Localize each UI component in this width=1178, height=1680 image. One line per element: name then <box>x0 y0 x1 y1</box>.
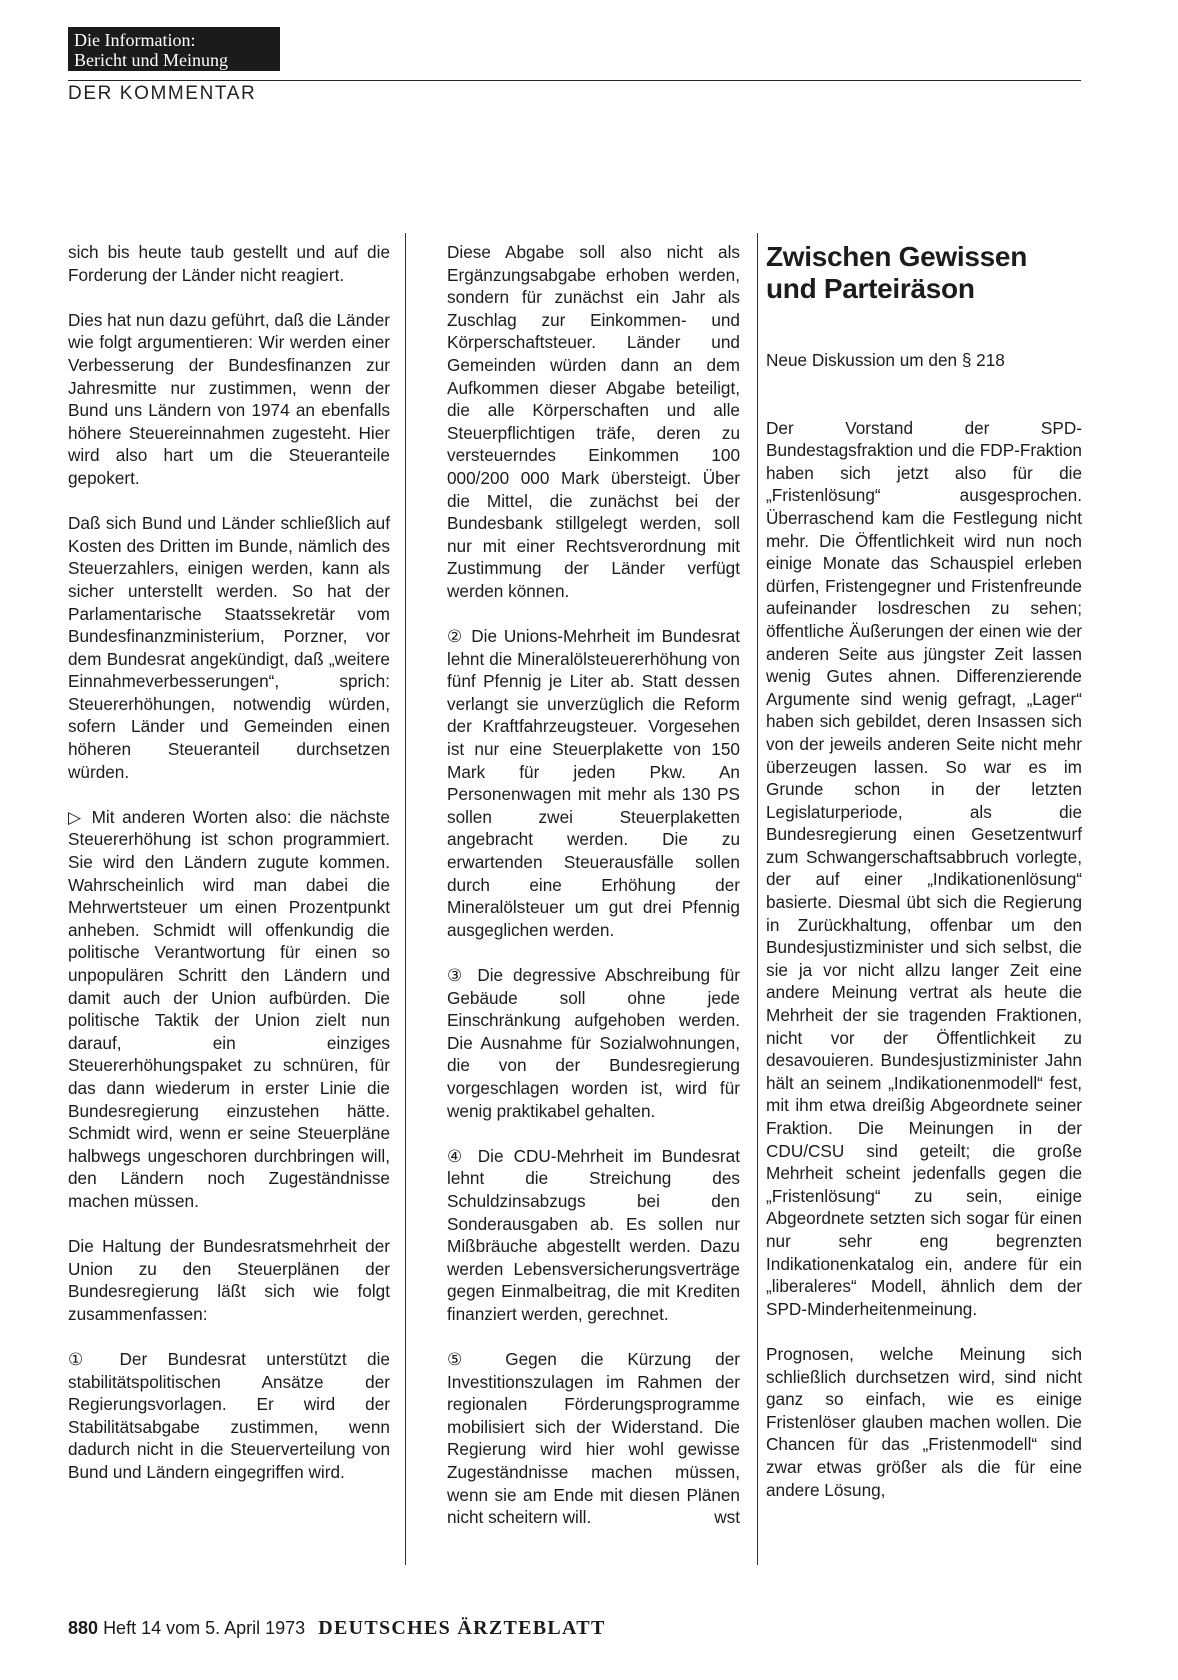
issue-info: Heft 14 vom 5. April 1973 <box>103 1618 306 1638</box>
paragraph: ▷ Mit anderen Worten also: die nächste Steuererhöhung ist schon programmiert. Sie wird den Ländern zugute kommen. Wahrscheinlich wird man dabei die Mehrwertsteuer um einen Prozentpunkt anheben. Schmidt will offenkundig die politische Verantwortung für einen so unpopulären Schritt den Ländern und damit auch der Union aufbürden. Die politische Taktik der Union zielt nun darauf, ein einziges Steuererhöhungspaket zu schnüren, für das dann wiederum in erster Linie die Bundesregierung einzustehen hätte. Schmidt wird, wenn er seine Steuerpläne halbwegs ungeschoren durchbringen will, den Ländern noch Zugeständnisse machen müssen. <box>68 806 390 1211</box>
section-label-line2: Bericht und Meinung <box>74 50 228 70</box>
author-signature: wst <box>714 1507 740 1528</box>
paragraph: sich bis heute taub gestellt und auf die Forderung der Länder nicht reagiert. <box>68 242 390 285</box>
paragraph-text: ⑤ Gegen die Kürzung der Investitionszulagen im Rahmen der regionalen Förderungsprogramme mobilisiert sich der Widerstand. Die Regierung wird hier wohl gewisse Zugeständnisse machen müssen, wenn sie am Ende mit diesen Plänen nicht scheitern will. <box>447 1349 740 1528</box>
article-subtitle: Neue Diskussion um den § 218 <box>766 350 1005 370</box>
article-title: Zwischen Gewissen und Parteiräson <box>766 241 1027 304</box>
paragraph: ④ Die CDU-Mehrheit im Bundesrat lehnt die Streichung des Schuldzinsabzugs bei den Sonderausgaben ab. Es sollen nur Mißbräuche abgestellt werden. Dazu werden Lebensversicherungsverträge gegen Einmalbeitrag, die mit Krediten finanziert werden, gerechnet. <box>447 1145 740 1324</box>
paragraph: Prognosen, welche Meinung sich schließlich durchsetzen wird, sind nicht ganz so einfach, wie es einige Fristenlöser glauben machen wollen. Die Chancen für das „Fristenmodell“ sind zwar etwas größer als die für eine andere Lösung, <box>766 1343 1082 1500</box>
column-left <box>68 241 390 1506</box>
column-middle <box>447 241 740 1551</box>
section-label-line1: Die Information: <box>74 30 196 50</box>
page-number: 880 <box>68 1618 99 1638</box>
paragraph <box>447 1348 740 1529</box>
column-right <box>766 241 1082 1524</box>
rubric: DER KOMMENTAR <box>68 83 257 104</box>
section-label <box>68 27 280 71</box>
magazine-name: DEUTSCHES ÄRZTEBLATT <box>318 1617 606 1639</box>
paragraph: Diese Abgabe soll also nicht als Ergänzungsabgabe erhoben werden, sondern für zunächst ein Jahr als Zuschlag zur Einkommen- und Körperschaftsteuer. Länder und Gemeinden würden dann an dem Aufkommen dieser Abgabe beteiligt, die alle Körperschaften und alle Steuerpflichtigen träfe, deren zu versteuerndes Einkommen 100 000/200 000 Mark übersteigt. Über die Mittel, die zunächst bei der Bundesbank stillgelegt werden, soll nur mit einer Rechtsverordnung mit Zustimmung der Länder verfügt werden können. <box>447 242 740 601</box>
paragraph: Dies hat nun dazu geführt, daß die Länder wie folgt argumentieren: Wir werden einer Verbesserung der Bundesfinanzen zur Jahresmitte nur zustimmen, wenn der Bund uns Ländern von 1974 an ebenfalls höhere Steuereinnahmen zugesteht. Hier wird also hart um die Steueranteile gepokert. <box>68 309 391 488</box>
paragraph: Der Vorstand der SPD-Bundestagsfraktion und die FDP-Fraktion haben sich jetzt also für die „Fristenlösung“ ausgesprochen. Überraschend kam die Festlegung nicht mehr. Die Öffentlichkeit wird nun noch einige Monate das Schauspiel erleben dürfen, Fristengegner und Fristenfreunde aufeinander losdreschen zu sehen; öffentliche Äußerungen der einen wie der anderen Seite aus jüngster Zeit lassen wenig Gutes ahnen. Differenzierende Argumente sind wenig gefragt, „Lager“ haben sich gebildet, deren Insassen sich von der jeweils anderen Seite nicht mehr überzeugen lassen. So war es im Grunde schon in der letzten Legislaturperiode, als die Bundesregierung einen Gesetzentwurf zum Schwangerschaftsabbruch vorlegte, der auf einer „Indikationenlösung“ basierte. Diesmal übt sich die Regierung in Zurückhaltung, offenbar um den Bundesjustizminister und sich selbst, die sie ja vor nicht allzu langer Zeit eine andere Meinung vertrat als heute die Mehrheit der sie tragenden Fraktionen, nicht vor der Öffentlichkeit zu desavouieren. Bundesjustizminister Jahn hält an seinem „Indikationenmodell“ fest, mit ihm etwa dreißig Abgeordnete seiner Fraktion. Die Meinungen in der CDU/CSU sind geteilt; die große Mehrheit scheint jedenfalls gegen die „Fristenlösung“ zu sein, einige Abgeordnete setzten sich sogar für einen nur sehr eng begrenzten Indikationenkatalog ein, andere für ein „liberaleres“ Modell, ähnlich dem der SPD-Minderheitenmeinung. <box>766 417 1082 1319</box>
header-rule <box>68 80 1081 81</box>
paragraph: ③ Die degressive Abschreibung für Gebäude soll ohne jede Einschränkung aufgehoben werden. Die Ausnahme für Sozialwohnungen, die von der Bundesregierung vorgeschlagen worden ist, wird für wenig praktikabel gehalten. <box>447 965 740 1121</box>
paragraph: Daß sich Bund und Länder schließlich auf Kosten des Dritten im Bunde, nämlich des Steuerzahlers, einigen werden, kann als sicher unterstellt werden. So hat der Parlamentarische Staatssekretär vom Bundesfinanzministerium, Porzner, vor dem Bundesrat angekündigt, daß „weitere Einnahmeverbesserungen“, sprich: Steuererhöhungen, notwendig würden, sofern Länder und Gemeinden einen höheren Steueranteil durchsetzen würden. <box>68 513 390 782</box>
page-footer <box>68 1617 606 1640</box>
column-divider <box>757 233 758 1565</box>
paragraph: ② Die Unions-Mehrheit im Bundesrat lehnt die Mineralölsteuererhöhung von fünf Pfennig je Liter ab. Statt dessen verlangt sie unverzüglich die Reform der Kraftfahrzeugsteuer. Vorgesehen ist nur eine Steuerplakette von 150 Mark für jeden Pkw. An Personenwagen mit mehr als 130 PS sollen zwei Steuerplaketten angebracht werden. Die zu erwartenden Steuerausfälle sollen durch eine Erhöhung der Mineralölsteuer um gut drei Pfennig ausgeglichen werden. <box>447 626 740 940</box>
paragraph: ① Der Bundesrat unterstützt die stabilitätspolitischen Ansätze der Regierungsvorlagen. Er wird der Stabilitätsabgabe zustimmen, wenn dadurch nicht in die Steuerverteilung von Bund und Ländern eingegriffen wird. <box>68 1349 390 1483</box>
paragraph: Die Haltung der Bundesratsmehrheit der Union zu den Steuerplänen der Bundesregierung läßt sich wie folgt zusammenfassen: <box>68 1236 390 1324</box>
column-divider <box>405 233 406 1565</box>
